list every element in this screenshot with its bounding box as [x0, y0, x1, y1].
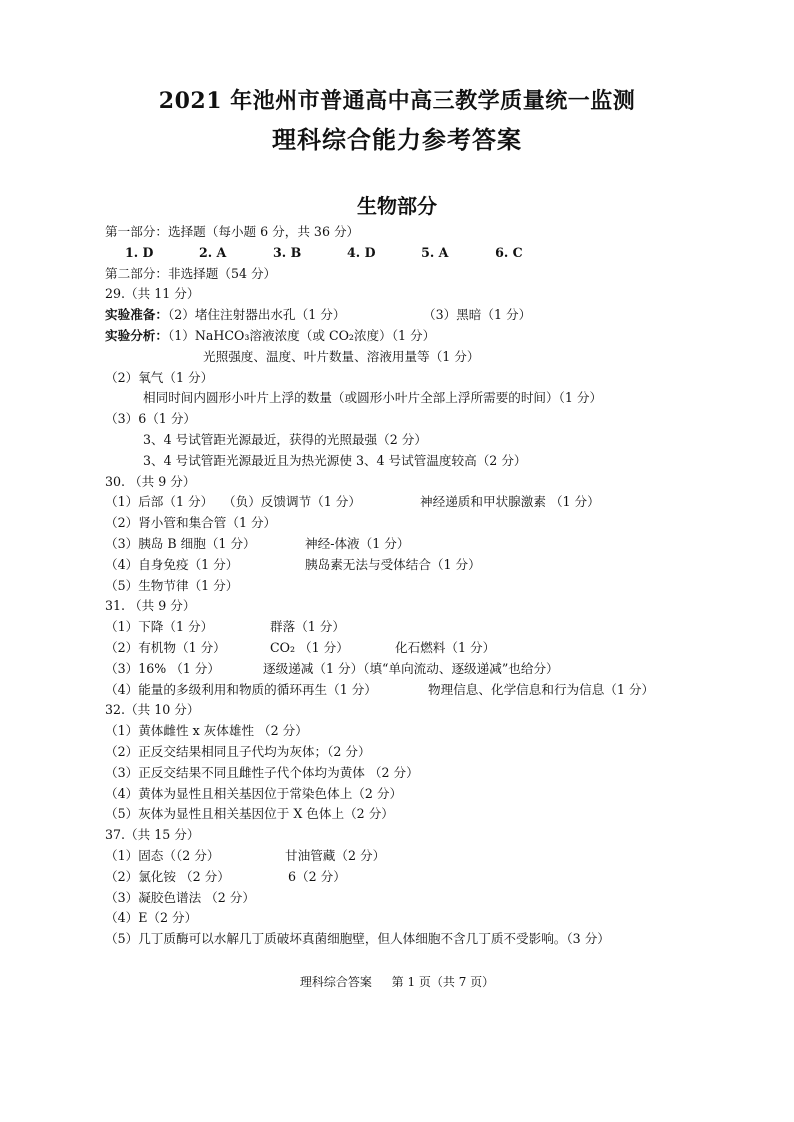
mc-answer: 6. C	[495, 244, 523, 260]
mc-answer: 4. D	[347, 244, 376, 260]
part1-heading: 第一部分：选择题（每小题 6 分，共 36 分）	[105, 224, 360, 239]
q31-l4	[105, 680, 745, 701]
q29-l3c: 3、4 号试管距光源最近且为热光源使 3、4 号试管温度较高（2 分）	[143, 452, 527, 468]
q29-l3b: 3、4 号试管距光源最近，获得的光照最强（2 分）	[143, 431, 427, 447]
q31-l2	[105, 638, 745, 659]
exam-title: 2021 年池州市普通高中高三教学质量统一监测	[158, 88, 636, 114]
q32-l5: （5）灰体为显性且相关基因位于 X 色体上（2 分）	[105, 806, 394, 822]
q37-heading: 37.（共 15 分）	[105, 827, 200, 843]
q30-l1c: 神经递质和甲状腺激素 （1 分）	[420, 494, 600, 510]
footer-doc-name: 理科综合答案	[299, 975, 372, 989]
q37-l2	[105, 867, 745, 888]
q29-prep	[105, 305, 745, 326]
q32-l4: （4）黄体为显性且相关基因位于常染色体上（2 分）	[105, 785, 403, 801]
q29-analysis-label: 实验分析：	[105, 327, 168, 343]
q31-l4a: （4）能量的多级利用和物质的循环再生（1 分）	[105, 681, 377, 697]
q37-l2b: 6（2 分）	[288, 868, 346, 884]
q29-analysis-a: （1）NaHCO₃溶液浓度（或 CO₂浓度）（1 分）	[167, 327, 436, 343]
q31-l2a: （2）有机物（1 分）	[105, 639, 226, 655]
q29-heading: 29.（共 11 分）	[105, 286, 200, 302]
q29-prep-b: （3）黑暗（1 分）	[423, 307, 532, 323]
q32-l2: （2）正反交结果相同且子代均为灰体；（2 分）	[105, 743, 371, 759]
answer-content	[105, 222, 745, 950]
q30-l4	[105, 555, 745, 576]
section-title: 生物部分	[357, 194, 437, 218]
q37-l1	[105, 846, 745, 867]
q29-analysis	[105, 326, 745, 347]
q29-prep-label: 实验准备：	[105, 307, 168, 323]
q30-heading: 30. （共 9 分）	[105, 473, 196, 489]
q31-l2c: 化石燃料（1 分）	[395, 639, 496, 655]
part2-heading: 第二部分：非选择题（54 分）	[105, 265, 277, 281]
q30-l3a: （3）胰岛 B 细胞（1 分）	[105, 535, 256, 551]
mc-answer: 1. D	[125, 244, 154, 260]
q30-l2: （2）肾小管和集合管（1 分）	[105, 515, 277, 531]
q31-l4b: 物理信息、化学信息和行为信息（1 分）	[428, 681, 655, 697]
q31-l1	[105, 617, 745, 638]
q31-l1a: （1）下降（1 分）	[105, 619, 214, 635]
q30-l4a: （4）自身免疫（1 分）	[105, 556, 239, 572]
q31-l3	[105, 659, 745, 680]
q32-l3: （3）正反交结果不同且雌性子代个体均为黄体 （2 分）	[105, 764, 419, 780]
q31-heading: 31. （共 9 分）	[105, 598, 196, 614]
q30-l1b: （负）反馈调节（1 分）	[223, 494, 361, 510]
q29-l2b: 相同时间内圆形小叶片上浮的数量（或圆形小叶片全部上浮所需要的时间）（1 分）	[143, 390, 603, 406]
q29-l2: （2）氧气（1 分）	[105, 369, 214, 385]
mc-answer: 5. A	[421, 244, 449, 260]
q30-l1	[105, 492, 745, 513]
page-footer	[0, 973, 794, 990]
q29-l3: （3）6（1 分）	[105, 411, 197, 427]
q30-l5: （5）生物节律（1 分）	[105, 577, 239, 593]
q37-l3: （3）凝胶色谱法 （2 分）	[105, 889, 255, 905]
q37-l1b: 甘油管藏（2 分）	[285, 847, 386, 863]
q37-l1a: （1）固态（（2 分）	[105, 847, 220, 863]
mc-answer: 3. B	[273, 244, 302, 260]
answer-key-title: 理科综合能力参考答案	[272, 125, 522, 154]
q37-l5: （5）几丁质酶可以水解几丁质破坏真菌细胞壁，但人体细胞不含几丁质不受影响。（3 分）	[105, 931, 610, 947]
q32-l1: （1）黄体雌性 x 灰体雄性 （2 分）	[105, 723, 308, 739]
q30-l3b: 神经-体液（1 分）	[305, 535, 410, 551]
q31-l1b: 群落（1 分）	[270, 619, 345, 635]
q29-prep-a: （2）堵住注射器出水孔（1 分）	[167, 307, 346, 323]
footer-page-number: 第 1 页（共 7 页）	[391, 975, 495, 989]
q30-l3	[105, 534, 745, 555]
q31-l3b: 逐级递减（1 分）（填“单向流动、逐级递减”也给分）	[263, 660, 559, 676]
q29-analysis-b: 光照强度、温度、叶片数量、溶液用量等（1 分）	[203, 348, 480, 364]
q31-l3a: （3）16% （1 分）	[105, 660, 220, 676]
q31-l2b: CO₂ （1 分）	[270, 639, 349, 655]
mc-answer: 2. A	[199, 244, 227, 260]
q30-l4b: 胰岛素无法与受体结合（1 分）	[305, 556, 481, 572]
q32-heading: 32.（共 10 分）	[105, 702, 200, 718]
q37-l2a: （2）氯化铵 （2 分）	[105, 868, 230, 884]
mc-answers	[105, 243, 745, 264]
q37-l4: （4）E（2 分）	[105, 910, 198, 926]
q30-l1a: （1）后部（1 分）	[105, 494, 214, 510]
